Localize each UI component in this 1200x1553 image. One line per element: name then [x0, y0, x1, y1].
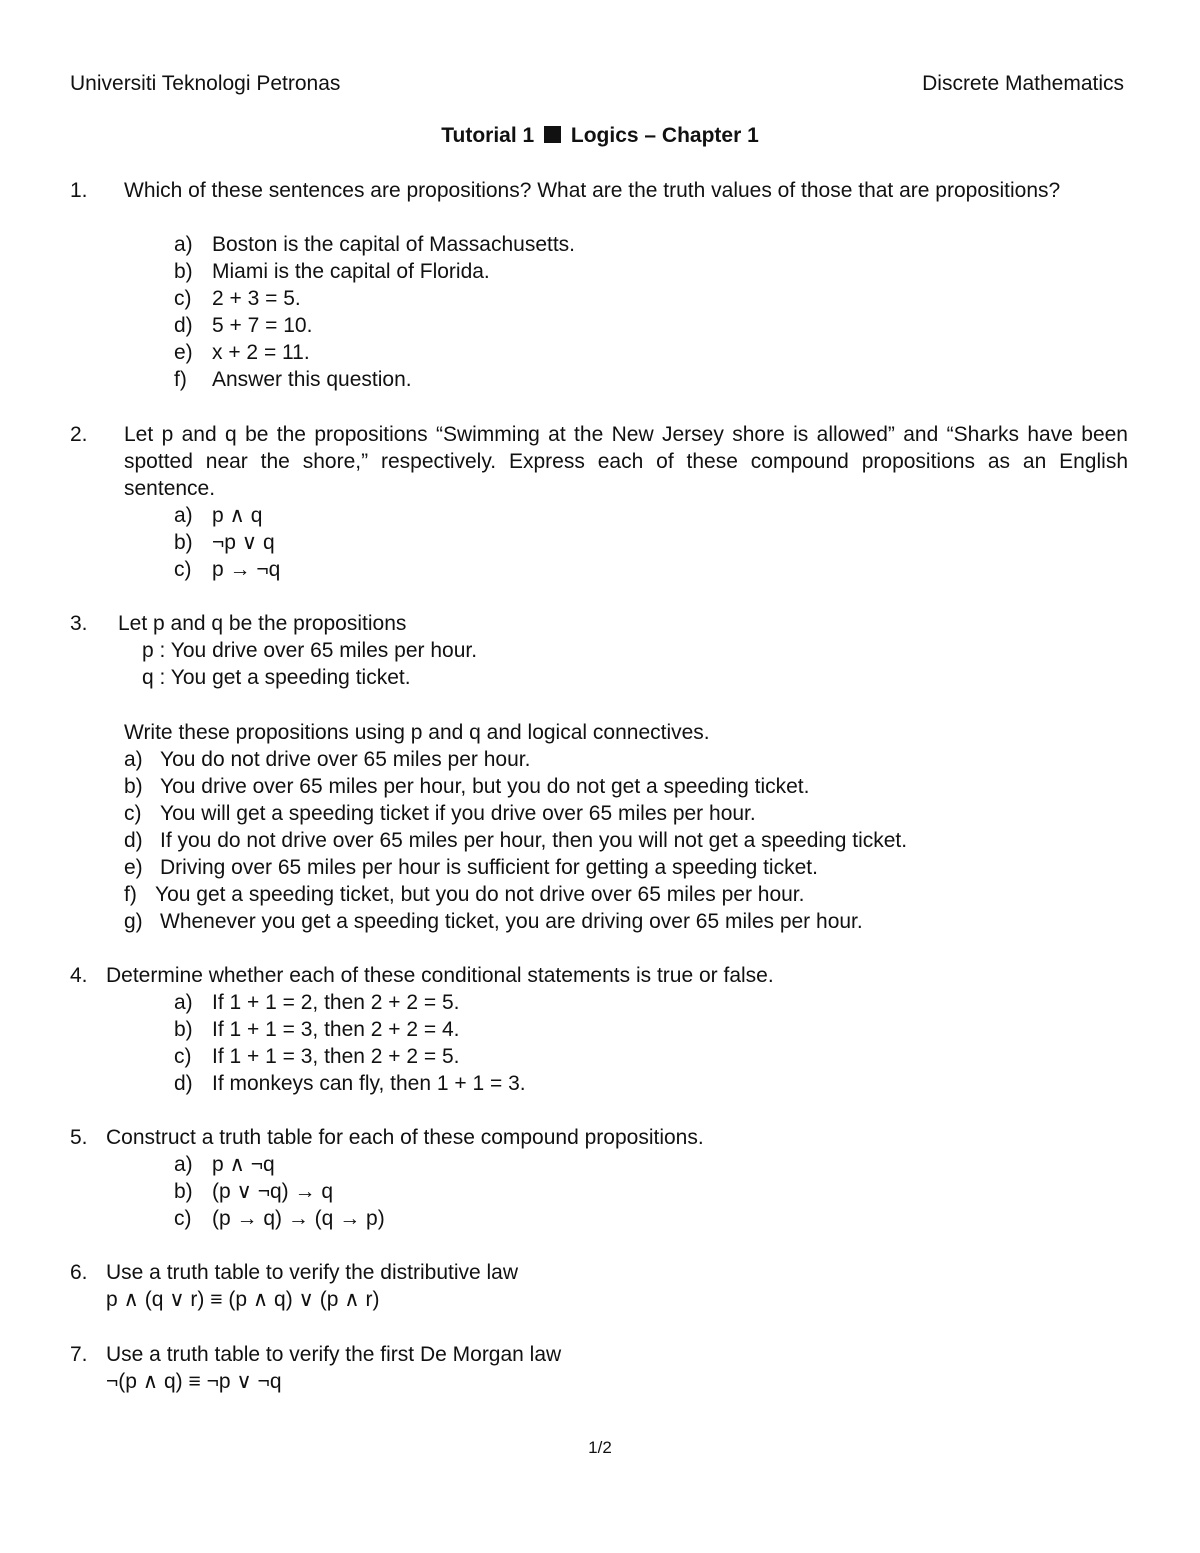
q4-b-text: If 1 + 1 = 3, then 2 + 2 = 4. — [212, 1018, 460, 1041]
q4-a-label: a) — [174, 991, 193, 1014]
q1-e-text: x + 2 = 11. — [212, 341, 310, 364]
q3-text: Let p and q be the propositions — [118, 612, 407, 635]
q1-b-text: Miami is the capital of Florida. — [212, 260, 490, 283]
q1-e-label: e) — [174, 341, 193, 364]
q3-d-label: d) — [124, 829, 143, 852]
q4-b-label: b) — [174, 1018, 193, 1041]
q3-g-label: g) — [124, 910, 143, 933]
q1-f-label: f) — [174, 368, 187, 391]
q3-g-text: Whenever you get a speeding ticket, you are driving over 65 miles per hour. — [160, 910, 863, 933]
q3-q-definition: q : You get a speeding ticket. — [142, 666, 411, 689]
q5-a-text: p ∧ ¬q — [212, 1153, 275, 1176]
q6-formula: p ∧ (q ∨ r) ≡ (p ∧ q) ∨ (p ∧ r) — [106, 1288, 380, 1311]
q5-a-label: a) — [174, 1153, 193, 1176]
q4-c-label: c) — [174, 1045, 192, 1068]
q5-c-label: c) — [174, 1207, 192, 1230]
q1-b-label: b) — [174, 260, 193, 283]
q7-formula: ¬(p ∧ q) ≡ ¬p ∨ ¬q — [106, 1370, 282, 1393]
q1-c-label: c) — [174, 287, 192, 310]
q4-text: Determine whether each of these conditional statements is true or false. — [106, 964, 774, 987]
q3-b-text: You drive over 65 miles per hour, but you do not get a speeding ticket. — [160, 775, 810, 798]
q1-a-label: a) — [174, 233, 193, 256]
q2-number: 2. — [70, 423, 88, 446]
q4-d-text: If monkeys can fly, then 1 + 1 = 3. — [212, 1072, 526, 1095]
q2-b-label: b) — [174, 531, 193, 554]
q3-a-label: a) — [124, 748, 143, 771]
q3-b-label: b) — [124, 775, 143, 798]
q5-c-text: (p → q) → (q → p) — [212, 1207, 385, 1230]
black-square-icon — [544, 126, 561, 143]
q4-d-label: d) — [174, 1072, 193, 1095]
q3-e-text: Driving over 65 miles per hour is sufficient for getting a speeding ticket. — [160, 856, 818, 879]
q2-b-text: ¬p ∨ q — [212, 531, 275, 554]
q1-number: 1. — [70, 179, 88, 202]
q4-a-text: If 1 + 1 = 2, then 2 + 2 = 5. — [212, 991, 460, 1014]
page-number: 1/2 — [588, 1438, 612, 1457]
q7-text: Use a truth table to verify the first De Morgan law — [106, 1343, 562, 1366]
q1-c-text: 2 + 3 = 5. — [212, 287, 301, 310]
q3-e-label: e) — [124, 856, 143, 879]
q1-text: Which of these sentences are propositions? What are the truth values of those that are propositions? — [124, 179, 1061, 202]
q6-text: Use a truth table to verify the distributive law — [106, 1261, 519, 1284]
title-topic: Logics – Chapter 1 — [570, 124, 759, 147]
q7-number: 7. — [70, 1343, 88, 1366]
q5-number: 5. — [70, 1126, 88, 1149]
q2-c-label: c) — [174, 558, 192, 581]
q1-d-text: 5 + 7 = 10. — [212, 314, 313, 337]
q3-instruction: Write these propositions using p and q and logical connectives. — [124, 721, 710, 744]
page-title — [0, 122, 1200, 149]
header-course: Discrete Mathematics — [922, 72, 1124, 95]
q3-c-label: c) — [124, 802, 142, 825]
q2-text: Let p and q be the propositions “Swimming at the New Jersey shore is allowed” and “Sharks have been spotted near the shore,” respectively. Express each of these compound propositions as an English sentence. — [124, 423, 1128, 500]
q1-a-text: Boston is the capital of Massachusetts. — [212, 233, 576, 256]
q2-c-text: p → ¬q — [212, 558, 281, 581]
q5-b-text: (p ∨ ¬q) → q — [212, 1180, 333, 1203]
q3-c-text: You will get a speeding ticket if you drive over 65 miles per hour. — [160, 802, 756, 825]
q3-f-label: f) — [124, 883, 137, 906]
q2-a-label: a) — [174, 504, 193, 527]
q1-f-text: Answer this question. — [212, 368, 412, 391]
q4-number: 4. — [70, 964, 88, 987]
q5-text: Construct a truth table for each of these compound propositions. — [106, 1126, 704, 1149]
q3-a-text: You do not drive over 65 miles per hour. — [160, 748, 531, 771]
q4-c-text: If 1 + 1 = 3, then 2 + 2 = 5. — [212, 1045, 460, 1068]
q6-number: 6. — [70, 1261, 88, 1284]
q3-p-definition: p : You drive over 65 miles per hour. — [142, 639, 478, 662]
q3-d-text: If you do not drive over 65 miles per hour, then you will not get a speeding ticket. — [160, 829, 908, 852]
q3-number: 3. — [70, 612, 88, 635]
q2-a-text: p ∧ q — [212, 504, 263, 527]
q5-b-label: b) — [174, 1180, 193, 1203]
q3-f-text: You get a speeding ticket, but you do not drive over 65 miles per hour. — [155, 883, 805, 906]
title-tutorial: Tutorial 1 — [441, 124, 535, 147]
header-institution: Universiti Teknologi Petronas — [70, 72, 341, 95]
q1-d-label: d) — [174, 314, 193, 337]
